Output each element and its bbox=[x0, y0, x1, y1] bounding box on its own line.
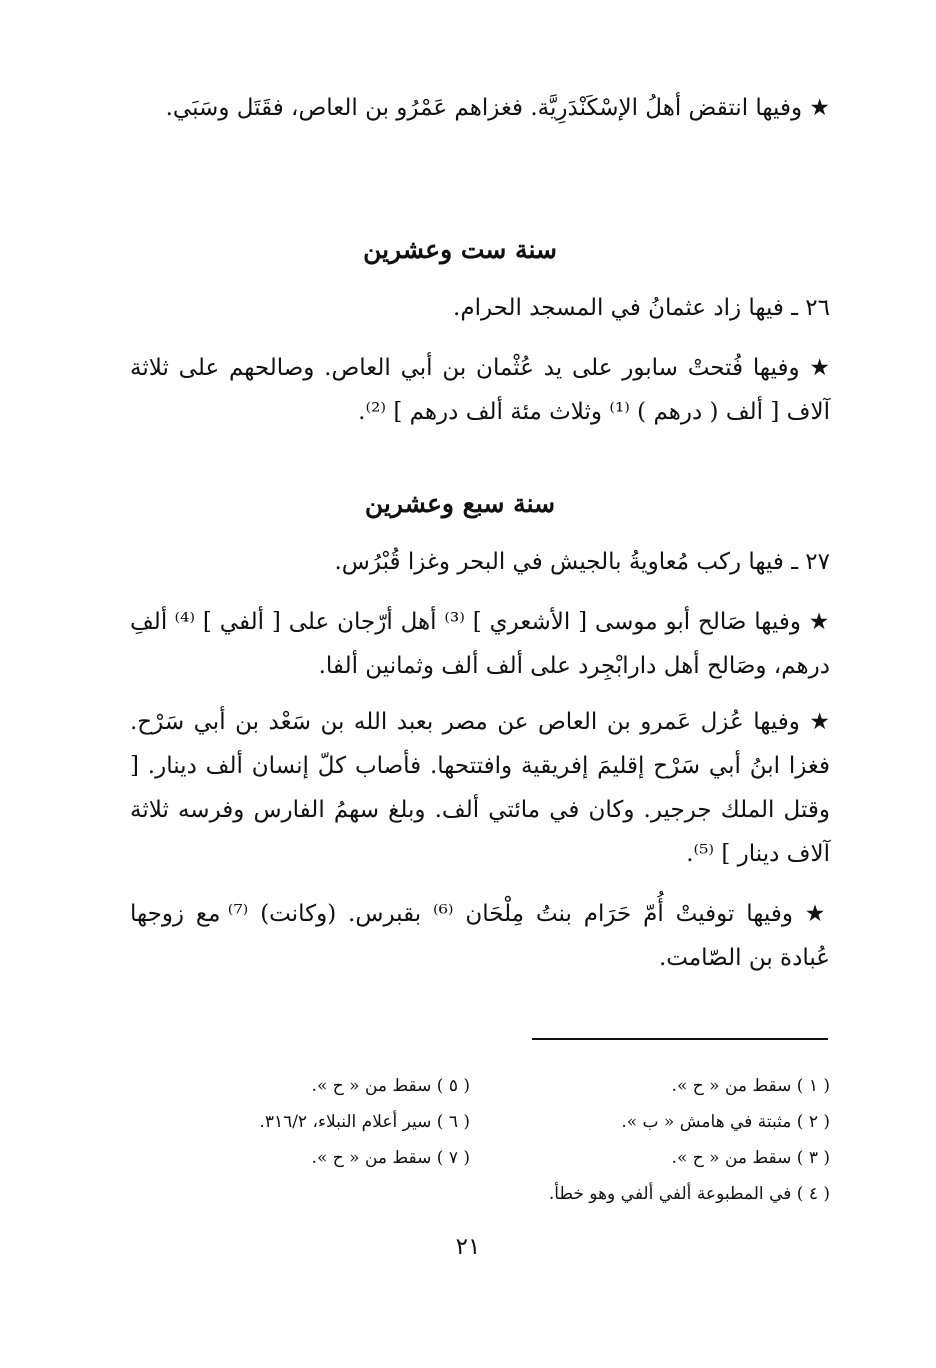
footnote-7: ( ٧ ) سقط من « ح ». bbox=[311, 1148, 470, 1168]
footnote-3: ( ٣ ) سقط من « ح ». bbox=[671, 1148, 830, 1168]
paragraph-ifriqiya: ★ وفيها عُزل عَمرو بن العاص عن مصر بعبد الله بن سَعْد بن أبي سَرْح. فغزا ابنُ أبي سَرْح إقليمَ إفريقية وافتتحها. فأصاب كلّ إنسان ألف دينار. [ وقتل الملك جرجير. وكان في مائتي ألف. وبلغ سهمُ الفارس وفرسه ثلاثة آلاف دينار ] ⁽⁵⁾. bbox=[130, 709, 830, 867]
paragraph-abu-musa: ★ وفيها صَالح أبو موسى [ الأشعري ] ⁽³⁾ أهل أرّجان على [ ألفي ] ⁽⁴⁾ ألفِ درهم، وصَالح أهل دارابْجِرد على ألف ألف وثمانين ألفا. bbox=[130, 609, 830, 679]
heading-year-27: سنة سبع وعشرين bbox=[364, 489, 556, 518]
footnote-6: ( ٦ ) سير أعلام النبلاء، ٣١٦/٢. bbox=[259, 1112, 470, 1132]
paragraph-alexandria: ★ وفيها انتقض أهلُ الإسْكَنْدَرِيَّة. فغزاهم عَمْرُو بن العاص، فقَتَل وسَبَي. bbox=[165, 95, 830, 121]
footnote-5: ( ٥ ) سقط من « ح ». bbox=[311, 1076, 470, 1096]
footnote-4: ( ٤ ) في المطبوعة ألفي ألفي وهو خطأ. bbox=[548, 1184, 830, 1204]
footnote-1: ( ١ ) سقط من « ح ». bbox=[671, 1076, 830, 1096]
paragraph-26-mosque: ٢٦ ـ فيها زاد عثمانُ في المسجد الحرام. bbox=[453, 295, 830, 321]
paragraph-sabur: ★ وفيها فُتحتْ سابور على يد عُثْمان بن أبي العاص. وصالحهم على ثلاثة آلاف [ ألف ( درهم ) ⁽¹⁾ وثلاث مئة ألف درهم ] ⁽²⁾. bbox=[130, 355, 830, 425]
footnote-separator bbox=[532, 1038, 828, 1040]
paragraph-umm-haram: ★ وفيها توفيتْ أُمّ حَرَام بنتُ مِلْحَان ⁽⁶⁾ بقبرس. (وكانت) ⁽⁷⁾ مع زوجها عُبادة بن الصّامت. bbox=[130, 901, 830, 971]
page-number: ٢١ bbox=[455, 1234, 481, 1260]
heading-year-26: سنة ست وعشرين bbox=[363, 235, 557, 264]
footnote-2: ( ٢ ) مثبتة في هامش « ب ». bbox=[621, 1112, 830, 1132]
paragraph-27-cyprus: ٢٧ ـ فيها ركب مُعاويةُ بالجيش في البحر وغزا قُبْرُس. bbox=[334, 549, 830, 575]
